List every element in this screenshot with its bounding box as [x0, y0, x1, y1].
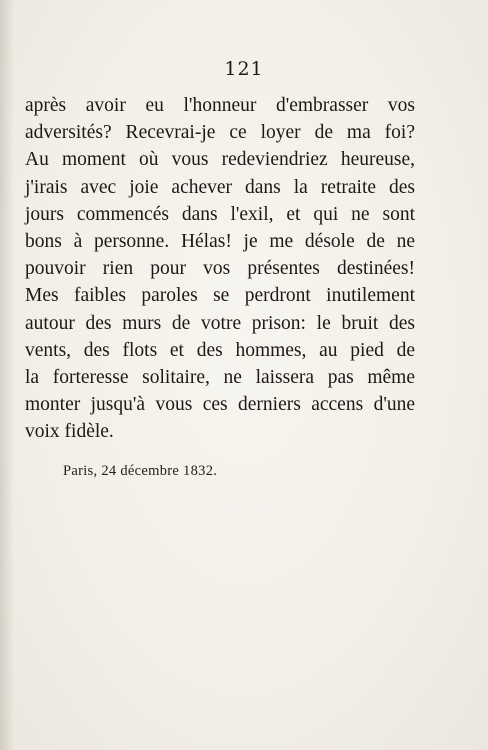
- text-line: pouvoir rien pour vos présentes destinées!: [25, 258, 415, 280]
- text-line: Mes faibles paroles se perdront inutilement: [25, 285, 415, 307]
- text-line: j'irais avec joie achever dans la retraite des: [25, 176, 415, 198]
- binding-shadow: [0, 0, 14, 750]
- body-text: [25, 92, 415, 446]
- text-line: adversités? Recevrai-je ce loyer de ma foi?: [25, 122, 415, 144]
- text-line: Au moment où vous redeviendriez heureuse,: [25, 149, 415, 171]
- text-line: monter jusqu'à vous ces derniers accens d'une: [25, 394, 415, 416]
- text-line: la forteresse solitaire, ne laissera pas même: [25, 367, 415, 389]
- text-line: bons à personne. Hélas! je me désole de ne: [25, 231, 415, 253]
- text-line: après avoir eu l'honneur d'embrasser vos: [25, 95, 415, 116]
- page-number: 121: [224, 58, 264, 80]
- text-line: vents, des flots et des hommes, au pied de: [25, 339, 415, 361]
- date-signature: Paris, 24 décembre 1832.: [63, 463, 218, 479]
- text-line: jours commencés dans l'exil, et qui ne sont: [25, 203, 415, 225]
- text-line-last: voix fidèle.: [25, 421, 114, 443]
- text-line: autour des murs de votre prison: le bruit des: [25, 312, 415, 334]
